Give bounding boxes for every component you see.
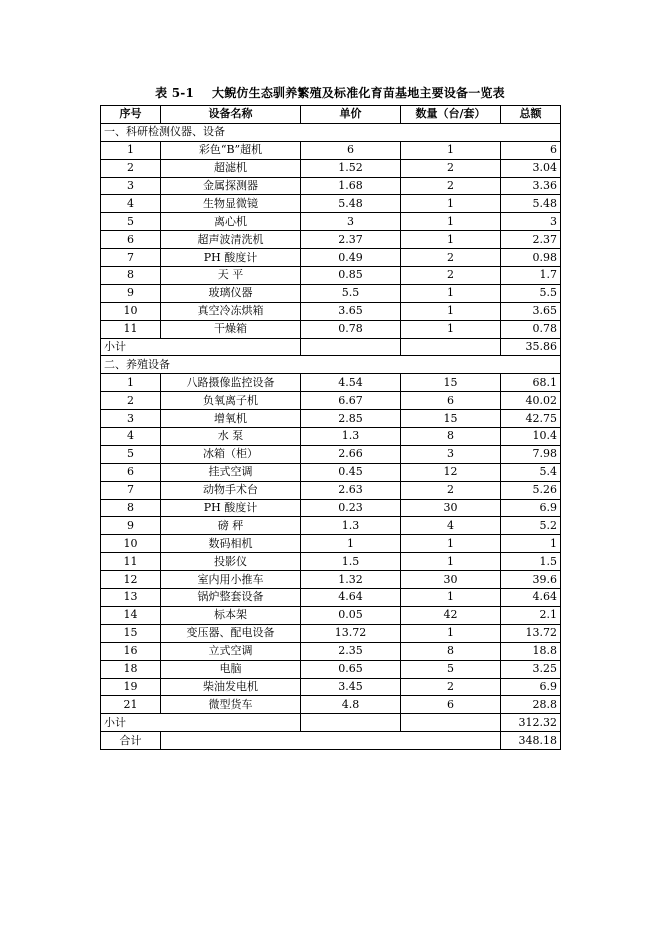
table-row [101, 284, 561, 302]
quantity: 2 [401, 159, 501, 177]
unit-price: 1 [301, 535, 401, 553]
quantity: 1 [401, 284, 501, 302]
row-number: 4 [101, 195, 161, 213]
equipment-name: 磅 秤 [161, 517, 301, 535]
row-total: 4.64 [501, 589, 561, 607]
row-total: 3.36 [501, 177, 561, 195]
equipment-name: 投影仪 [161, 553, 301, 571]
quantity: 8 [401, 642, 501, 660]
quantity: 42 [401, 606, 501, 624]
table-row [101, 696, 561, 714]
row-total: 13.72 [501, 624, 561, 642]
row-number: 8 [101, 499, 161, 517]
unit-price: 4.64 [301, 589, 401, 607]
equipment-name: 立式空调 [161, 642, 301, 660]
row-total: 68.1 [501, 374, 561, 392]
unit-price: 3 [301, 213, 401, 231]
section-header-row [101, 123, 561, 141]
subtotal-empty-price [301, 338, 401, 356]
row-total: 6.9 [501, 499, 561, 517]
quantity: 1 [401, 195, 501, 213]
grand-total-value: 348.18 [501, 732, 561, 750]
row-total: 10.4 [501, 428, 561, 446]
row-number: 1 [101, 374, 161, 392]
quantity: 1 [401, 231, 501, 249]
equipment-name: 离心机 [161, 213, 301, 231]
row-total: 3.04 [501, 159, 561, 177]
table-row [101, 517, 561, 535]
table-row [101, 213, 561, 231]
unit-price: 6 [301, 141, 401, 159]
table-title [100, 84, 560, 101]
table-row [101, 642, 561, 660]
table-row [101, 267, 561, 285]
quantity: 2 [401, 678, 501, 696]
quantity: 15 [401, 374, 501, 392]
row-number: 14 [101, 606, 161, 624]
table-row [101, 392, 561, 410]
table-row [101, 249, 561, 267]
quantity: 2 [401, 249, 501, 267]
row-total: 5.26 [501, 481, 561, 499]
quantity: 6 [401, 696, 501, 714]
unit-price: 1.3 [301, 517, 401, 535]
subtotal-label: 小计 [101, 714, 301, 732]
table-row [101, 589, 561, 607]
unit-price: 2.85 [301, 410, 401, 428]
row-number: 21 [101, 696, 161, 714]
equipment-name: 微型货车 [161, 696, 301, 714]
table-row [101, 320, 561, 338]
table-row [101, 571, 561, 589]
equipment-name: 数码相机 [161, 535, 301, 553]
header-name: 设备名称 [161, 106, 301, 124]
unit-price: 6.67 [301, 392, 401, 410]
unit-price: 0.45 [301, 463, 401, 481]
equipment-name: PH 酸度计 [161, 499, 301, 517]
row-total: 5.48 [501, 195, 561, 213]
equipment-name: 玻璃仪器 [161, 284, 301, 302]
table-row [101, 428, 561, 446]
row-total: 0.98 [501, 249, 561, 267]
row-number: 9 [101, 517, 161, 535]
unit-price: 1.68 [301, 177, 401, 195]
row-number: 4 [101, 428, 161, 446]
row-number: 3 [101, 410, 161, 428]
row-number: 1 [101, 141, 161, 159]
unit-price: 0.05 [301, 606, 401, 624]
quantity: 30 [401, 571, 501, 589]
row-total: 0.78 [501, 320, 561, 338]
unit-price: 4.54 [301, 374, 401, 392]
table-row [101, 231, 561, 249]
unit-price: 2.66 [301, 445, 401, 463]
row-number: 19 [101, 678, 161, 696]
subtotal-row [101, 714, 561, 732]
row-number: 11 [101, 320, 161, 338]
quantity: 5 [401, 660, 501, 678]
quantity: 1 [401, 553, 501, 571]
row-total: 5.4 [501, 463, 561, 481]
row-total: 5.5 [501, 284, 561, 302]
unit-price: 0.85 [301, 267, 401, 285]
row-total: 42.75 [501, 410, 561, 428]
equipment-name: 标本架 [161, 606, 301, 624]
row-total: 5.2 [501, 517, 561, 535]
subtotal-value: 312.32 [501, 714, 561, 732]
row-number: 8 [101, 267, 161, 285]
grand-total-row [101, 732, 561, 750]
table-row [101, 195, 561, 213]
unit-price: 0.49 [301, 249, 401, 267]
row-number: 6 [101, 463, 161, 481]
grand-total-empty [161, 732, 501, 750]
unit-price: 1.52 [301, 159, 401, 177]
row-total: 3.25 [501, 660, 561, 678]
unit-price: 2.35 [301, 642, 401, 660]
row-total: 3 [501, 213, 561, 231]
header-row [101, 106, 561, 124]
row-total: 2.37 [501, 231, 561, 249]
table-row [101, 177, 561, 195]
equipment-name: 增氧机 [161, 410, 301, 428]
row-number: 6 [101, 231, 161, 249]
quantity: 4 [401, 517, 501, 535]
row-number: 7 [101, 481, 161, 499]
equipment-name: 生物显微镜 [161, 195, 301, 213]
quantity: 15 [401, 410, 501, 428]
unit-price: 1.3 [301, 428, 401, 446]
row-number: 3 [101, 177, 161, 195]
unit-price: 0.23 [301, 499, 401, 517]
row-number: 16 [101, 642, 161, 660]
quantity: 1 [401, 535, 501, 553]
row-number: 9 [101, 284, 161, 302]
table-row [101, 302, 561, 320]
table-row [101, 553, 561, 571]
subtotal-empty-qty [401, 714, 501, 732]
table-row [101, 159, 561, 177]
unit-price: 2.63 [301, 481, 401, 499]
quantity: 1 [401, 589, 501, 607]
row-total: 18.8 [501, 642, 561, 660]
equipment-name: 超滤机 [161, 159, 301, 177]
quantity: 1 [401, 320, 501, 338]
equipment-name: 柴油发电机 [161, 678, 301, 696]
section-title: 一、科研检测仪器、设备 [101, 123, 561, 141]
equipment-name: 挂式空调 [161, 463, 301, 481]
row-total: 6.9 [501, 678, 561, 696]
subtotal-empty-qty [401, 338, 501, 356]
quantity: 2 [401, 177, 501, 195]
row-total: 7.98 [501, 445, 561, 463]
table-row [101, 374, 561, 392]
row-number: 11 [101, 553, 161, 571]
row-total: 1 [501, 535, 561, 553]
equipment-name: 变压器、配电设备 [161, 624, 301, 642]
quantity: 3 [401, 445, 501, 463]
quantity: 1 [401, 141, 501, 159]
quantity: 1 [401, 624, 501, 642]
row-number: 12 [101, 571, 161, 589]
unit-price: 0.65 [301, 660, 401, 678]
equipment-name: 锅炉整套设备 [161, 589, 301, 607]
unit-price: 1.32 [301, 571, 401, 589]
equipment-name: 动物手术台 [161, 481, 301, 499]
table-row [101, 463, 561, 481]
equipment-name: 干燥箱 [161, 320, 301, 338]
row-total: 1.7 [501, 267, 561, 285]
table-row [101, 678, 561, 696]
subtotal-value: 35.86 [501, 338, 561, 356]
quantity: 2 [401, 481, 501, 499]
equipment-table [100, 105, 561, 750]
row-number: 5 [101, 445, 161, 463]
row-number: 18 [101, 660, 161, 678]
unit-price: 5.5 [301, 284, 401, 302]
unit-price: 3.45 [301, 678, 401, 696]
quantity: 2 [401, 267, 501, 285]
quantity: 8 [401, 428, 501, 446]
section-title: 二、养殖设备 [101, 356, 561, 374]
table-row [101, 141, 561, 159]
equipment-name: 室内用小推车 [161, 571, 301, 589]
table-row [101, 445, 561, 463]
row-number: 5 [101, 213, 161, 231]
equipment-name: 天 平 [161, 267, 301, 285]
table-row [101, 606, 561, 624]
unit-price: 2.37 [301, 231, 401, 249]
subtotal-empty-price [301, 714, 401, 732]
table-row [101, 660, 561, 678]
grand-total-label: 合计 [101, 732, 161, 750]
equipment-name: 八路摄像监控设备 [161, 374, 301, 392]
table-row [101, 481, 561, 499]
unit-price: 0.78 [301, 320, 401, 338]
unit-price: 4.8 [301, 696, 401, 714]
table-row [101, 535, 561, 553]
table-row [101, 410, 561, 428]
row-number: 2 [101, 159, 161, 177]
row-number: 7 [101, 249, 161, 267]
equipment-name: 金属探测器 [161, 177, 301, 195]
row-total: 6 [501, 141, 561, 159]
row-number: 10 [101, 302, 161, 320]
table-caption: 大鲵仿生态驯养繁殖及标准化育苗基地主要设备一览表 [212, 86, 505, 100]
row-number: 13 [101, 589, 161, 607]
quantity: 30 [401, 499, 501, 517]
equipment-name: 彩色“B”超机 [161, 141, 301, 159]
quantity: 12 [401, 463, 501, 481]
table-row [101, 624, 561, 642]
row-total: 28.8 [501, 696, 561, 714]
table-number: 表 5-1 [155, 86, 195, 100]
subtotal-row [101, 338, 561, 356]
section-header-row [101, 356, 561, 374]
unit-price: 5.48 [301, 195, 401, 213]
quantity: 1 [401, 302, 501, 320]
row-total: 39.6 [501, 571, 561, 589]
row-number: 2 [101, 392, 161, 410]
unit-price: 13.72 [301, 624, 401, 642]
row-total: 40.02 [501, 392, 561, 410]
row-number: 10 [101, 535, 161, 553]
header-qty: 数量（台/套） [401, 106, 501, 124]
header-price: 单价 [301, 106, 401, 124]
equipment-name: 超声波清洗机 [161, 231, 301, 249]
unit-price: 3.65 [301, 302, 401, 320]
equipment-name: 负氧离子机 [161, 392, 301, 410]
row-total: 3.65 [501, 302, 561, 320]
table-body [101, 123, 561, 749]
table-row [101, 499, 561, 517]
row-total: 1.5 [501, 553, 561, 571]
equipment-name: 真空冷冻烘箱 [161, 302, 301, 320]
header-no: 序号 [101, 106, 161, 124]
equipment-name: 水 泵 [161, 428, 301, 446]
equipment-name: PH 酸度计 [161, 249, 301, 267]
unit-price: 1.5 [301, 553, 401, 571]
subtotal-label: 小计 [101, 338, 301, 356]
equipment-name: 冰箱（柜） [161, 445, 301, 463]
header-total: 总额 [501, 106, 561, 124]
quantity: 1 [401, 213, 501, 231]
row-total: 2.1 [501, 606, 561, 624]
equipment-name: 电脑 [161, 660, 301, 678]
row-number: 15 [101, 624, 161, 642]
quantity: 6 [401, 392, 501, 410]
